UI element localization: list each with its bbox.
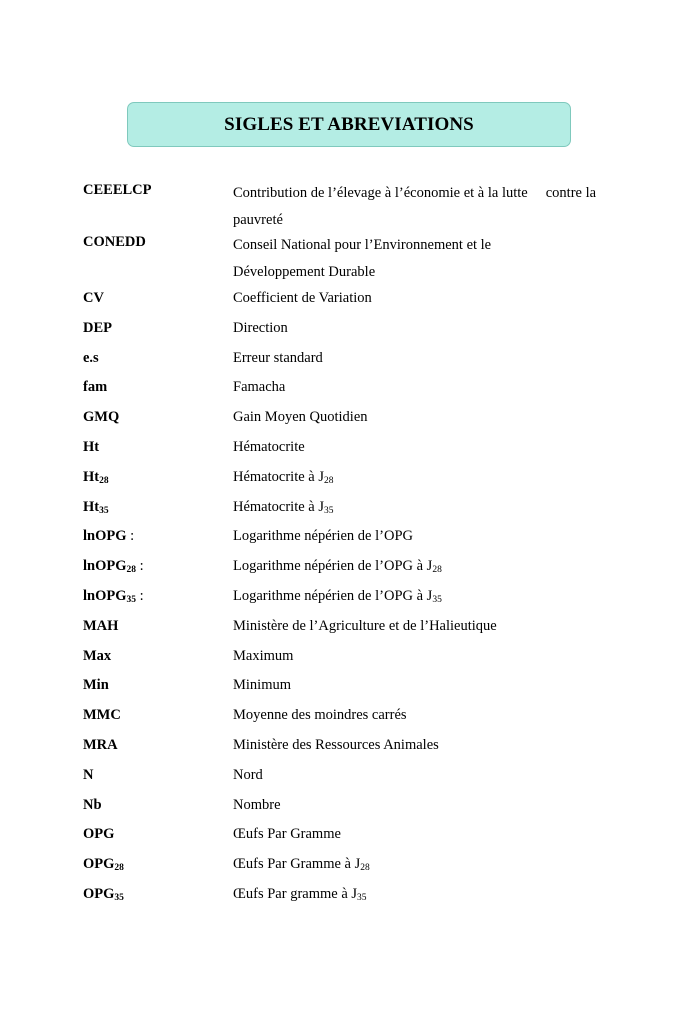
abbreviation-term [83, 765, 233, 785]
abbreviation-term-text: MRA [83, 736, 118, 753]
abbreviation-term [83, 556, 233, 580]
abbreviation-term [83, 735, 233, 755]
definition-line-2: Développement Durable [233, 264, 376, 280]
abbreviation-term [83, 437, 233, 457]
definition-text: Minimum [233, 677, 292, 694]
abbreviation-definition [233, 377, 643, 397]
abbreviation-definition [233, 232, 643, 286]
abbreviation-list [83, 183, 643, 914]
abbreviation-term [83, 467, 233, 491]
abbreviation-term-subscript: 28 [99, 475, 109, 486]
abbreviation-term-text: OPG [83, 826, 115, 843]
abbreviation-row [83, 288, 643, 318]
abbreviation-term [83, 586, 233, 610]
abbreviation-definition [233, 675, 643, 695]
abbreviation-term [83, 348, 233, 368]
abbreviation-term [83, 854, 233, 878]
definition-subscript: 35 [324, 505, 334, 516]
abbreviation-row [83, 795, 643, 825]
abbreviation-term-text: CONEDD [83, 234, 146, 250]
abbreviation-term-text: lnOPG [83, 587, 127, 604]
abbreviation-definition [233, 616, 643, 636]
definition-text: Famacha [233, 379, 286, 396]
abbreviation-term [83, 232, 233, 252]
abbreviation-row [83, 586, 643, 616]
abbreviation-row [83, 232, 643, 288]
definition-line-1: Contribution de l’élevage à l’économie et à la lutte [233, 184, 528, 201]
abbreviation-term [83, 884, 233, 908]
definition-text: Œufs Par Gramme à J [233, 856, 361, 873]
abbreviation-row [83, 180, 643, 236]
definition-text: Hématocrite à J [233, 468, 324, 485]
abbreviation-definition [233, 526, 643, 546]
abbreviation-term-subscript: 35 [99, 505, 109, 516]
abbreviation-term-text: OPG [83, 856, 115, 873]
definition-subscript: 28 [432, 565, 442, 576]
abbreviation-row [83, 377, 643, 407]
abbreviation-term-text: fam [83, 379, 108, 396]
definition-subscript: 35 [357, 892, 367, 903]
abbreviation-term-text: e.s [83, 349, 99, 366]
title-box [127, 102, 571, 147]
abbreviation-term-text: Ht [83, 468, 100, 485]
abbreviation-term-text: CEEELCP [83, 181, 152, 198]
abbreviation-term-text: Ht [83, 438, 100, 455]
abbreviation-term-subscript: 35 [114, 892, 124, 903]
definition-line-2: pauvreté [233, 211, 283, 228]
abbreviation-term-suffix: : [136, 587, 144, 604]
abbreviation-term [83, 616, 233, 636]
definition-text: Hématocrite [233, 438, 305, 455]
abbreviation-term-text: GMQ [83, 409, 120, 426]
abbreviation-row [83, 616, 643, 646]
abbreviation-definition [233, 288, 643, 308]
abbreviation-term [83, 407, 233, 427]
definition-text: Moyenne des moindres carrés [233, 707, 407, 724]
abbreviation-term-text: Max [83, 647, 112, 664]
abbreviation-row [83, 646, 643, 676]
definition-text: Erreur standard [233, 349, 323, 366]
abbreviation-definition [233, 318, 643, 338]
abbreviation-row [83, 675, 643, 705]
definition-text: Hématocrite à J [233, 498, 324, 515]
abbreviation-row [83, 348, 643, 378]
abbreviation-definition [233, 795, 643, 815]
abbreviation-term-text: DEP [83, 319, 112, 336]
definition-subscript: 28 [324, 475, 334, 486]
abbreviation-term-subscript: 28 [114, 863, 124, 874]
definition-line-1: Conseil National pour l’Environnement et le [233, 237, 492, 253]
abbreviation-term-suffix: : [136, 558, 144, 575]
abbreviation-term [83, 526, 233, 546]
abbreviation-term-text: Ht [83, 498, 100, 515]
abbreviation-term [83, 288, 233, 308]
abbreviation-row [83, 705, 643, 735]
abbreviation-term-text: lnOPG [83, 558, 127, 575]
abbreviation-definition [233, 407, 643, 427]
abbreviation-definition [233, 180, 643, 234]
abbreviation-term [83, 795, 233, 815]
abbreviation-term [83, 646, 233, 666]
abbreviation-row [83, 824, 643, 854]
definition-text: Œufs Par gramme à J [233, 885, 358, 902]
abbreviation-definition [233, 735, 643, 755]
abbreviation-term-subscript: 28 [126, 565, 137, 576]
abbreviation-row [83, 318, 643, 348]
abbreviation-row [83, 735, 643, 765]
abbreviation-definition [233, 854, 643, 878]
definition-text: Œufs Par Gramme [233, 826, 341, 843]
abbreviation-definition [233, 556, 643, 580]
abbreviation-row [83, 437, 643, 467]
abbreviation-definition [233, 824, 643, 844]
abbreviation-term-text: CV [83, 290, 104, 306]
abbreviation-definition [233, 586, 643, 610]
definition-text: Ministère des Ressources Animales [233, 736, 439, 753]
abbreviation-term-text: MMC [83, 707, 121, 724]
abbreviation-term-text: MAH [83, 617, 119, 634]
definition-text: Logarithme népérien de l’OPG [233, 528, 413, 545]
abbreviation-row [83, 556, 643, 586]
abbreviation-definition [233, 646, 643, 666]
abbreviation-row [83, 467, 643, 497]
abbreviation-term-subscript: 35 [126, 594, 137, 605]
abbreviation-term-text: lnOPG [83, 528, 127, 545]
abbreviation-term [83, 497, 233, 521]
abbreviation-term-text: Nb [83, 796, 102, 813]
abbreviation-term [83, 318, 233, 338]
abbreviation-term [83, 180, 233, 200]
page-title: SIGLES ET ABREVIATIONS [224, 113, 474, 135]
definition-text: Logarithme népérien de l’OPG à J [233, 558, 433, 575]
abbreviation-definition [233, 765, 643, 785]
abbreviation-term-text: OPG [83, 885, 115, 902]
definition-text: Nombre [233, 796, 281, 813]
abbreviation-definition [233, 348, 643, 368]
definition-subscript: 28 [360, 863, 370, 874]
abbreviation-term [83, 824, 233, 844]
abbreviation-row [83, 765, 643, 795]
abbreviation-term-suffix: : [126, 528, 135, 545]
definition-line-1-end: contre la [545, 184, 597, 201]
abbreviation-term [83, 705, 233, 725]
definition-text: Ministère de l’Agriculture et de l’Halieutique [233, 617, 497, 634]
abbreviation-row [83, 497, 643, 527]
abbreviation-definition [233, 437, 643, 457]
abbreviation-row [83, 854, 643, 884]
definition-text: Logarithme népérien de l’OPG à J [233, 587, 433, 604]
abbreviation-term [83, 377, 233, 397]
abbreviation-term-text: Min [83, 677, 109, 694]
definition-text: Nord [233, 766, 263, 783]
abbreviation-row [83, 407, 643, 437]
definition-subscript: 35 [432, 594, 442, 605]
abbreviation-definition [233, 467, 643, 491]
abbreviation-row [83, 884, 643, 914]
definition-text: Maximum [233, 647, 294, 664]
abbreviation-term [83, 675, 233, 695]
definition-text: Coefficient de Variation [233, 290, 372, 306]
definition-text: Direction [233, 319, 288, 336]
abbreviation-definition [233, 497, 643, 521]
abbreviation-row [83, 526, 643, 556]
abbreviation-definition [233, 705, 643, 725]
abbreviation-definition [233, 884, 643, 908]
abbreviation-term-text: N [83, 766, 94, 783]
definition-text: Gain Moyen Quotidien [233, 409, 368, 426]
